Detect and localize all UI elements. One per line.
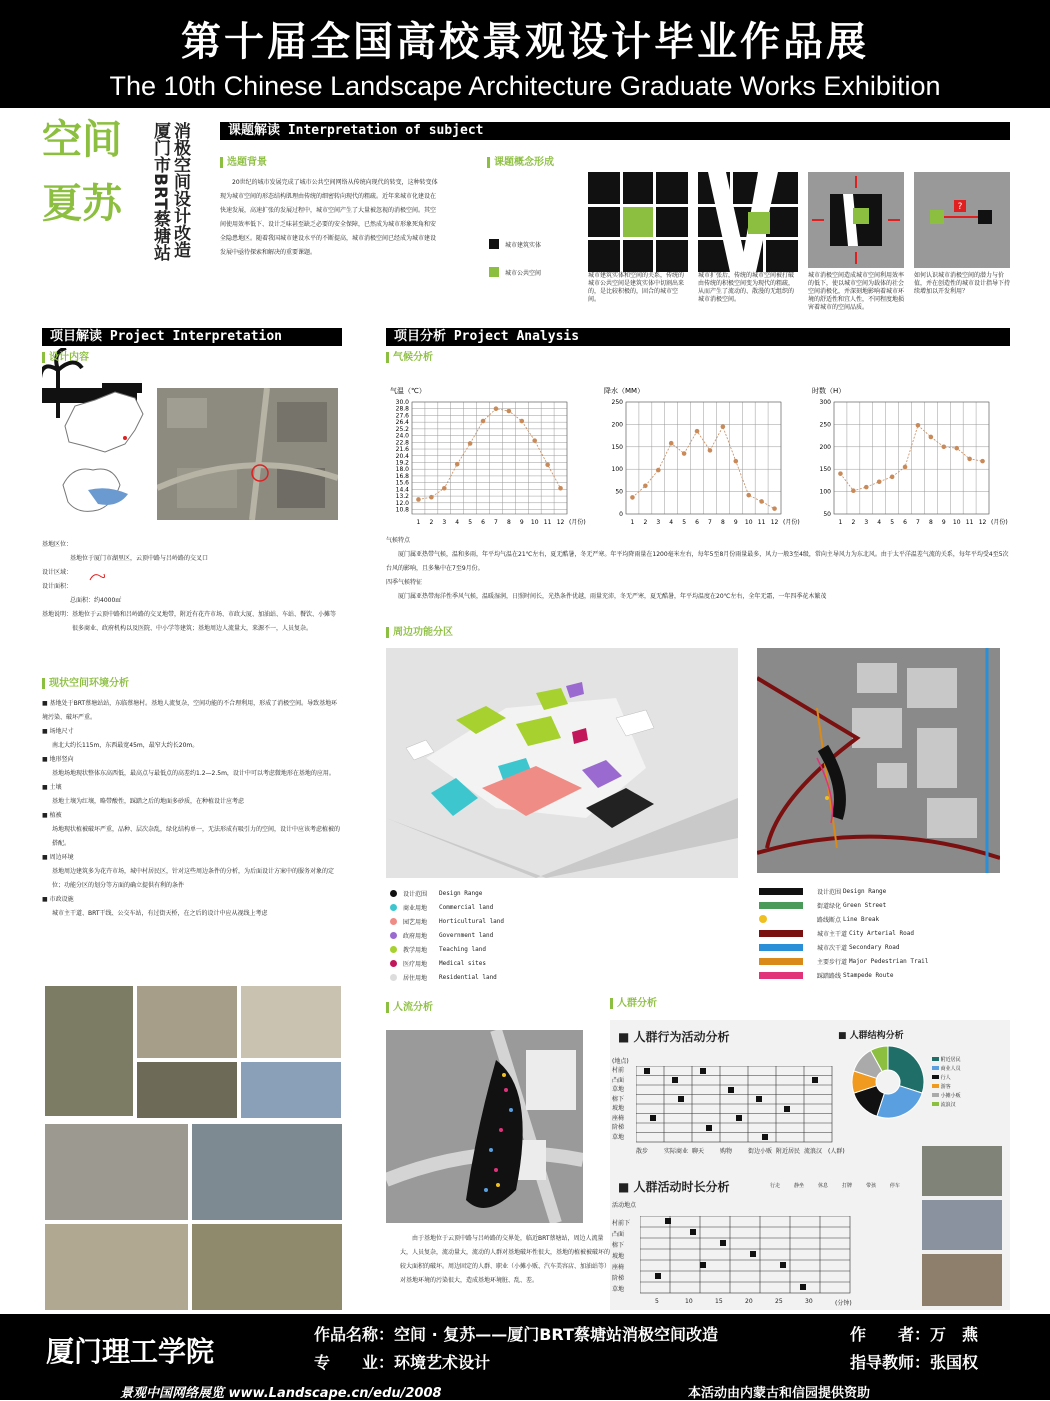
duration-tick: 30	[805, 1298, 813, 1305]
y-tick-label: 300	[819, 399, 831, 406]
exhibition-site: 景观中国网络展览 www.Landscape.cn/edu/2008	[120, 1386, 442, 1401]
data-point	[455, 462, 460, 467]
cards-icon-label: 打牌	[841, 1183, 852, 1189]
concept-diagram-1	[588, 172, 688, 272]
concept-diagram-3	[808, 172, 904, 268]
behavior-activity-labels	[636, 1146, 846, 1155]
site-photo-2	[137, 986, 237, 1058]
crowd-analysis-title: 人群分析	[610, 998, 657, 1009]
zone-legend-swatch	[390, 974, 397, 981]
zone-legend	[390, 886, 590, 984]
x-tick-label: 12	[556, 519, 565, 526]
data-point	[669, 441, 674, 446]
data-point	[532, 438, 537, 443]
data-point	[929, 435, 934, 440]
crowd-photo-3	[922, 1254, 1002, 1306]
place-label: 村前	[612, 1067, 625, 1074]
sponsor: 本活动由内蒙古和信园提供资助	[688, 1386, 871, 1401]
duration-grid	[640, 1216, 855, 1296]
structure-analysis-title: ■ 人群结构分析	[838, 1031, 904, 1041]
activity-label: (人群)	[828, 1148, 845, 1155]
duration-row-label: 榕下	[612, 1242, 625, 1249]
x-tick-label: 2	[643, 519, 648, 526]
parking-icon-label: 停车	[889, 1183, 900, 1189]
y-tick-label: 50	[823, 511, 831, 518]
data-point	[429, 495, 434, 500]
site-desc-label: 基地说明：	[42, 611, 73, 618]
site-location: 基地位于厦门市湖里区，云顶中路与吕岭路的交叉口	[70, 555, 209, 562]
pie-legend-item: 附近居民	[932, 1056, 1002, 1065]
site-photo-3	[241, 986, 341, 1058]
behavior-analysis-title: ■ 人群行为活动分析	[618, 1030, 730, 1044]
x-tick-label: 6	[695, 519, 699, 526]
x-tick-label: 4	[455, 519, 460, 526]
pie-legend-item: 商业人员	[932, 1065, 1002, 1074]
site-photo-6	[45, 1124, 188, 1220]
y-tick-label: 250	[611, 399, 623, 406]
zone-legend-item: 教学用地 Teaching land	[390, 942, 590, 956]
data-point	[468, 441, 473, 446]
activity-label: 流浪汉	[804, 1148, 823, 1155]
behavior-grid	[636, 1066, 836, 1144]
pie-legend-item: 流浪汉	[932, 1101, 1002, 1110]
site-desc: 基地位于云顶中路和吕岭路的交叉地带，附近有花卉市场、市政大厦、加油站、车站、餐饮、小摊等很多商业、政府机构以及医院、中小学等建筑；基地周边人流量大，来源不一，人员复杂。	[72, 611, 337, 632]
legend-building: 城市建筑实体	[489, 237, 579, 251]
advisor: 指导教师：张国权	[850, 1353, 979, 1372]
y-tick-label: 150	[819, 466, 831, 474]
y-tick-label: 19.2	[395, 459, 409, 467]
x-axis-label: (月份)	[783, 519, 800, 526]
x-tick-label: 6	[481, 519, 485, 526]
major: 专 业：环境艺术设计	[314, 1353, 491, 1372]
x-axis-label: (月份)	[991, 519, 1008, 526]
activity-label: 聊天	[692, 1148, 705, 1155]
exhibition-title-zh: 第十届全国高校景观设计毕业作品展	[181, 19, 869, 65]
x-tick-label: 9	[733, 519, 738, 526]
x-tick-label: 5	[890, 519, 895, 526]
activity-label: 购物	[720, 1148, 733, 1155]
site-photo-4	[137, 1062, 237, 1118]
season-heading: 四季气候特征	[386, 579, 423, 586]
x-axis-label: (月份)	[569, 519, 586, 526]
env-item-text: 基地土壤为红壤，略带酸性，踩踏之后的地面多砂质，在种植设计应考虑	[52, 798, 245, 805]
environment-list	[42, 697, 342, 921]
site-photo-7	[192, 1124, 342, 1220]
child-icon-label: 带孩	[865, 1183, 876, 1189]
y-tick-label: 25.2	[395, 425, 409, 433]
x-tick-label: 8	[506, 519, 511, 526]
x-tick-label: 9	[519, 519, 524, 526]
place-label: 榕下	[612, 1095, 625, 1103]
data-point	[708, 448, 713, 453]
exhibition-header	[0, 0, 1050, 108]
section-project-analysis-heading: 项目分析 Project Analysis	[386, 328, 1010, 346]
precipitation-chart	[600, 380, 805, 530]
env-item: ■ 场地尺寸	[42, 728, 74, 735]
zone-legend-swatch	[390, 960, 397, 967]
data-point	[695, 429, 700, 434]
pie-slice	[877, 1086, 922, 1118]
zone-legend-item: 政府用地 Government land	[390, 928, 590, 942]
school-name: 厦门理工学院	[46, 1335, 215, 1368]
exhibition-title-en: The 10th Chinese Landscape Architecture Graduate Works Exhibition	[109, 71, 941, 101]
concept-caption-1: 城市建筑实体和空间的关系，传统的城市公共空间是建筑实体中切割出来的，是比较积极的，固合的城市空间。	[588, 272, 685, 303]
people-flow-map	[386, 1030, 583, 1223]
duration-tick: 25	[775, 1298, 783, 1305]
zone-legend-item: 居住用地 Residential land	[390, 970, 590, 984]
chart-title: 气温（℃）	[390, 387, 426, 395]
duration-tick: 15	[715, 1298, 723, 1305]
data-point	[721, 424, 726, 429]
site-location-label: 基地区位：	[42, 541, 73, 548]
x-tick-label: 1	[416, 519, 421, 526]
environment-analysis-title: 现状空间环境分析	[42, 678, 129, 689]
design-area-symbol	[88, 572, 108, 582]
concept-diagram-4	[914, 172, 1010, 268]
rest-icon-label: 休息	[817, 1183, 828, 1189]
design-total-area: 总面积：约4000㎡	[70, 597, 122, 604]
pie-slice	[888, 1046, 924, 1093]
road-legend-item: 街道绿化 Green Street	[759, 898, 999, 912]
road-legend-item: 城市次干道 Secondary Road	[759, 940, 999, 954]
data-point	[656, 468, 661, 473]
concept-legend	[489, 237, 579, 279]
pie-legend-item: 行人	[932, 1074, 1002, 1083]
author: 作 者：万 燕	[850, 1325, 979, 1344]
x-tick-label: 6	[903, 519, 907, 526]
y-tick-label: 100	[819, 488, 831, 496]
function-zone-map	[386, 648, 738, 878]
data-point	[903, 465, 908, 470]
crowd-structure-pie	[848, 1042, 928, 1122]
duration-tick: 5	[655, 1298, 659, 1305]
x-tick-label: 4	[877, 519, 882, 526]
road-network-map	[757, 648, 1000, 873]
x-tick-label: 10	[744, 519, 753, 526]
env-item-text: 南北大约长115m，东西最宽45m，最窄大约长20m。	[52, 742, 199, 749]
chart-title: 降水（MM）	[604, 387, 645, 395]
y-tick-label: 10.8	[395, 506, 409, 514]
env-item-text: 基地场地现状整体东高西低，最高点与最低点的高差约1.2—2.5m，设计中可以考虑微地形在基地的应用。	[52, 770, 335, 777]
crowd-photo-1	[922, 1146, 1002, 1196]
data-point	[851, 488, 856, 493]
x-tick-label: 3	[656, 519, 661, 526]
data-point	[772, 506, 777, 511]
walk-icon-label: 行走	[770, 1183, 781, 1189]
x-tick-label: 1	[630, 519, 635, 526]
env-item: ■ 地形竖向	[42, 756, 74, 763]
data-point	[481, 419, 486, 424]
y-tick-label: 200	[611, 421, 623, 429]
x-tick-label: 7	[494, 519, 498, 526]
duration-icon-legend	[770, 1182, 900, 1189]
x-tick-label: 10	[952, 519, 961, 526]
duration-row-label: 阶梯	[612, 1275, 625, 1282]
logo-subtitle-2: 消极空间设计改造	[170, 122, 190, 258]
climate-heading: 气候特点	[386, 537, 411, 544]
design-total-area-label: 设计面积：	[42, 583, 73, 590]
svg-text:?: ?	[957, 202, 963, 212]
duration-row-label: 草地	[612, 1286, 625, 1293]
crowd-photo-2	[922, 1200, 1002, 1250]
place-label: 阶梯	[612, 1124, 625, 1131]
data-point	[519, 419, 524, 424]
data-point	[630, 495, 635, 500]
y-tick-label: 12.0	[395, 499, 409, 507]
env-item-text: 基地周边建筑多为花卉市场，城中村居民区，针对这些周边条件的分析，为后面设计方案中的服务对象的定位；功能分区的划分等方面的确立提供有利的条件	[52, 868, 335, 889]
duration-ticks	[655, 1298, 875, 1307]
y-tick-label: 22.8	[395, 439, 409, 447]
y-tick-label: 14.4	[395, 486, 409, 494]
data-point	[941, 445, 946, 450]
function-zone-title: 周边功能分区	[386, 627, 453, 638]
data-point	[494, 406, 499, 411]
data-point	[545, 462, 550, 467]
climate-paragraph: 厦门属亚热带气候，温和多雨，年平均气温在21℃左右，夏无酷暑，冬无严寒。年平均降雨量在1200毫米左右，每年5至8月份雨量最多，风力一般3至4级，常向主导风力为东北风。由于太平洋温差气流的关系，每年平均受4至5次台风的影响，且多集中在7至9月份。	[386, 551, 1009, 572]
data-point	[759, 499, 764, 504]
data-point	[916, 423, 921, 428]
x-tick-label: 3	[864, 519, 869, 526]
concept-diagram-2	[698, 172, 798, 272]
x-tick-label: 7	[708, 519, 712, 526]
x-tick-label: 12	[978, 519, 987, 526]
y-tick-label: 0	[619, 511, 623, 518]
env-item: ■ 市政设施	[42, 896, 74, 903]
duration-place-labels	[612, 1218, 640, 1295]
env-item: ■ 基地处于BRT蔡塘站站，东临蔡塘村。基地人流复杂，空间功能的不合理利用，形成了消极空间。导致基地环境污染、破坏严重。	[42, 700, 338, 721]
season-paragraph: 厦门属亚热带海洋性季风气候，温暖湿润，日照时间长，光热条件优越，雨量充沛，冬无严寒，夏无酷暑，年平均温度在20℃左右，全年无霜，一年四季花木繁茂	[398, 593, 827, 600]
logo-subtitle-1: 厦门市BRT蔡塘站	[150, 122, 170, 261]
road-legend	[759, 884, 999, 982]
data-point	[967, 457, 972, 462]
concept-caption-3: 城市消极空间造成城市空间利用效率的低下，使以城市空间为载体的社会空间消极化，并深刻地影响着城市环境的舒适性和宜人性，不同程度地损害着城市的空间品质。	[808, 272, 905, 311]
zone-legend-swatch	[390, 890, 397, 897]
xiamen-map	[58, 460, 133, 520]
y-tick-label: 28.8	[395, 405, 409, 413]
data-point	[416, 497, 421, 502]
sunshine-hours-chart	[808, 380, 1018, 530]
aerial-site-photo	[157, 388, 338, 520]
x-tick-label: 10	[530, 519, 539, 526]
x-tick-label: 9	[941, 519, 946, 526]
project-logo	[42, 118, 152, 318]
work-name: 作品名称：空间 · 复苏——厦门BRT蔡塘站消极空间改造	[314, 1325, 718, 1344]
y-tick-label: 27.6	[395, 412, 409, 420]
road-legend-item: 路线断点 Line Break	[759, 912, 999, 926]
env-item-text: 场地现状植被破坏严重，品种、层次杂乱，绿化结构单一，无法形成有吸引力的空间，设计中应该考虑植被的搭配。	[52, 826, 341, 847]
concept-title: 课题概念形成	[487, 157, 554, 168]
x-tick-label: 12	[770, 519, 779, 526]
place-label: 凸面	[612, 1076, 625, 1084]
x-tick-label: 5	[468, 519, 473, 526]
data-point	[507, 409, 512, 414]
duration-tick: 20	[745, 1298, 753, 1305]
y-tick-label: 200	[819, 443, 831, 451]
duration-row-label: 凸面	[612, 1231, 625, 1238]
footer	[0, 1314, 1050, 1400]
activity-label: 街边小贩	[748, 1148, 773, 1155]
activity-label: 实际商业	[664, 1148, 689, 1155]
site-info	[42, 538, 342, 636]
concept-caption-2: 城市扩张后，传统的城市空间被打破由传统的积极空间变为现代的粗疏，从而产生了流动的、散漫的无组织的城市消极空间。	[698, 272, 795, 303]
x-tick-label: 7	[916, 519, 920, 526]
duration-row-label: 村前下	[612, 1220, 631, 1227]
duration-tick: 10	[685, 1298, 693, 1305]
y-tick-label: 18.0	[395, 466, 409, 474]
x-tick-label: 2	[851, 519, 856, 526]
y-tick-label: 250	[819, 421, 831, 429]
y-tick-label: 26.4	[395, 419, 409, 427]
data-point	[838, 471, 843, 476]
place-label: 座椅	[612, 1114, 625, 1122]
data-point	[682, 451, 687, 456]
road-legend-item: 城市主干道 City Arterial Road	[759, 926, 999, 940]
crowd-text: 由于基地位于云顶中路与吕岭路的交界处，临近BRT蔡塘站，周边人流量大，人员复杂，流动量大，流动的人群对基地破坏性很大，基地的植被被破坏的较大面积的破坏。周边固定的人群、职业（小摊小贩、汽车美容店、加油站等）对基地环境的污染很大，造成基地环境脏、乱、差。	[400, 1235, 611, 1284]
x-tick-label: 11	[757, 519, 766, 526]
env-item-text: 城市主干道、BRT干线、公交车站，有过街天桥，在之后的设计中应从视线上考虑	[52, 910, 268, 917]
pie-legend	[932, 1056, 1002, 1110]
site-photo-1	[45, 986, 133, 1116]
climate-analysis-title: 气候分析	[386, 352, 433, 363]
y-tick-label: 16.8	[395, 472, 409, 480]
y-tick-label: 15.6	[395, 479, 409, 487]
sit-icon-label: 静坐	[793, 1183, 804, 1189]
x-tick-label: 2	[429, 519, 434, 526]
temperature-chart	[386, 380, 596, 530]
env-item: ■ 植被	[42, 812, 62, 819]
background-text: 20世纪的城市发展完成了城市公共空间网络从传统向现代的转变，这种转变体现为城市空间的形态结构肌理由传统的细密转向现代的粗疏。近年来城市化建设在快速发展，高速扩张的发展过程中，城市空间产生了大量被忽视的消极空间。其空间使用效率低下、设计乏味甚至缺乏必要的安全保障，已然成为城市形象死角和安全隐患地区。随着我国城市建设水平的不断提高，城市消极空间已经成为城市建设发展中亟待探索和解决的重要课题。	[220, 179, 438, 256]
design-area-label: 设计区域：	[42, 569, 73, 576]
site-photo-9	[192, 1224, 342, 1310]
zone-legend-item: 设计范围 Design Range	[390, 886, 590, 900]
behavior-place-labels	[612, 1066, 634, 1142]
y-tick-label: 13.2	[395, 493, 409, 501]
people-flow-title: 人流分析	[386, 1002, 433, 1013]
climate-text	[386, 534, 1010, 604]
y-tick-label: 50	[615, 488, 623, 496]
y-tick-label: 21.6	[395, 446, 409, 454]
data-point	[864, 485, 869, 490]
section-project-interpretation-heading: 项目解读 Project Interpretation	[42, 328, 342, 346]
china-map	[55, 386, 150, 461]
chart-title: 时数（H）	[812, 387, 846, 395]
zone-legend-item: 商业用地 Commercial land	[390, 900, 590, 914]
zone-legend-item: 医疗用地 Medical sites	[390, 956, 590, 970]
road-legend-item: 主要步行道 Major Pedestrian Trail	[759, 954, 999, 968]
y-tick-label: 20.4	[395, 452, 409, 460]
y-tick-label: 24.0	[395, 432, 409, 440]
env-item: ■ 土壤	[42, 784, 62, 791]
background-title: 选题背景	[220, 157, 267, 168]
data-point	[877, 479, 882, 484]
activity-label: 附近居民	[776, 1148, 801, 1155]
design-content-title: 设计内容	[42, 352, 89, 363]
place-label: 坡地	[612, 1105, 625, 1112]
data-point	[558, 486, 563, 491]
zone-legend-item: 园艺用地 Horticultural land	[390, 914, 590, 928]
data-point	[733, 459, 738, 464]
x-tick-label: 3	[442, 519, 447, 526]
activity-label: 散步	[636, 1148, 649, 1155]
x-tick-label: 11	[543, 519, 552, 526]
places-label: (地点)	[612, 1058, 629, 1065]
road-legend-item: 踩踏路线 Stampede Route	[759, 968, 999, 982]
site-photo-8	[45, 1224, 188, 1310]
zone-legend-swatch	[390, 932, 397, 939]
section-interpretation-heading: 课题解读 Interpretation of subject	[220, 122, 1010, 140]
zone-legend-swatch	[390, 946, 397, 953]
y-tick-label: 150	[611, 443, 623, 451]
x-tick-label: 8	[928, 519, 933, 526]
logo-title-2: 夏苏	[42, 181, 122, 227]
y-tick-label: 100	[611, 466, 623, 474]
pie-legend-item: 小摊小贩	[932, 1092, 1002, 1101]
x-tick-label: 11	[965, 519, 974, 526]
data-point	[442, 486, 447, 491]
activity-place-label: 活动地点	[612, 1202, 637, 1209]
place-label: 草地	[612, 1133, 625, 1141]
road-legend-item: 设计范围 Design Range	[759, 884, 999, 898]
data-point	[643, 483, 648, 488]
duration-row-label: 坡地	[612, 1253, 625, 1260]
data-point	[980, 459, 985, 464]
x-tick-label: 5	[682, 519, 687, 526]
data-point	[954, 446, 959, 451]
place-label: 草地	[612, 1086, 625, 1093]
x-tick-label: 4	[669, 519, 674, 526]
site-photo-5	[241, 1062, 341, 1118]
x-tick-label: 1	[838, 519, 843, 526]
zone-legend-swatch	[390, 904, 397, 911]
zone-legend-swatch	[390, 918, 397, 925]
duration-row-label: 座椅	[612, 1264, 625, 1271]
duration-unit: (分钟)	[835, 1300, 852, 1307]
data-point	[746, 493, 751, 498]
duration-analysis-title: ■ 人群活动时长分析	[618, 1180, 730, 1194]
y-tick-label: 30.0	[395, 399, 409, 406]
concept-caption-4: 如何认识城市消极空间的潜力与价值，并在创造性的城市设计指导下持续增加以开发利用？	[914, 272, 1011, 295]
data-point	[890, 475, 895, 480]
pie-legend-item: 游客	[932, 1083, 1002, 1092]
env-item: ■ 周边环境	[42, 854, 74, 861]
legend-public-space: 城市公共空间	[489, 265, 579, 279]
x-tick-label: 8	[720, 519, 725, 526]
logo-title-1: 空间	[42, 117, 122, 163]
